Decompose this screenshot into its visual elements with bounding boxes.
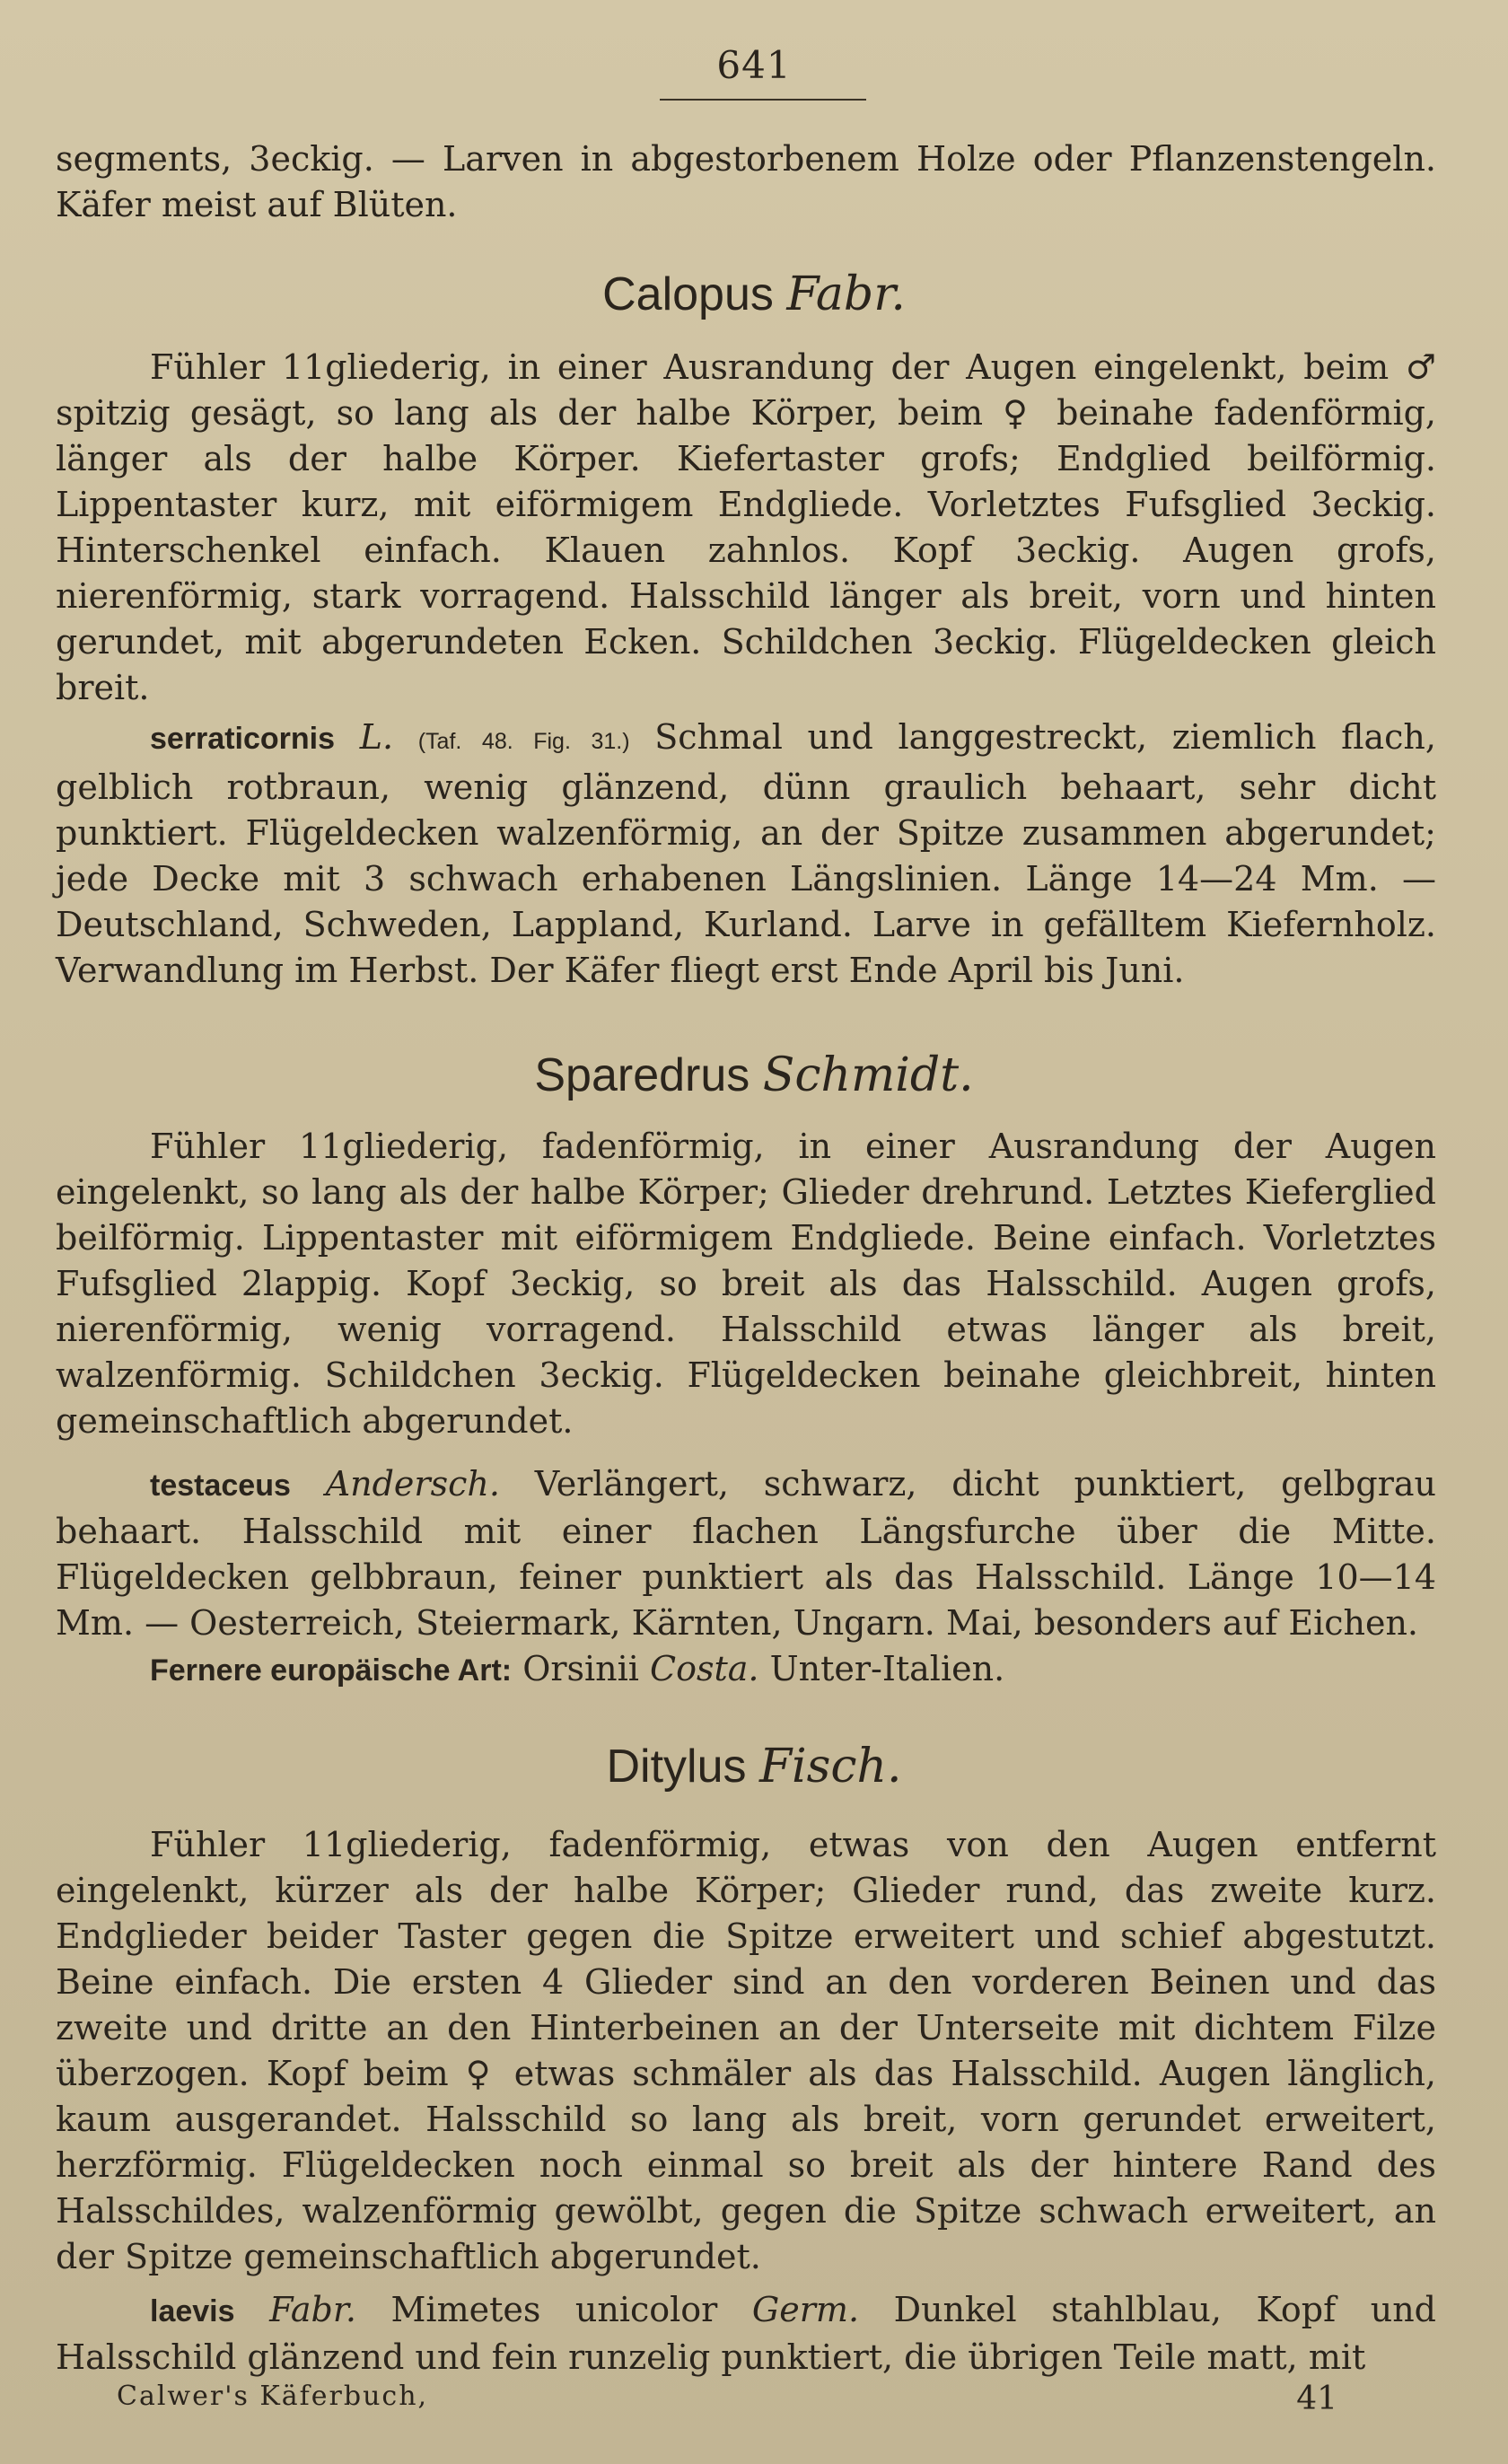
species-text: Dunkel stahlblau, Kopf und Halsschild glänzend und fein runzelig punktiert, die übrigen Teile matt, mit (56, 2290, 1436, 2377)
intro-paragraph (56, 136, 1436, 228)
genus-name: Sparedrus (534, 1049, 750, 1101)
genus-description: Fühler 11gliederig, fadenförmig, in einer Ausrandung der Augen eingelenkt, so lang als der halbe Körper; Glieder drehrund. Letztes Kieferglied beilförmig. Lippentaster mit eiförmigem Endgliede. Beine einfach. Vorletztes Fufsglied 2lappig. Kopf 3eckig, so breit als das Halsschild. Augen grofs, nierenförmig, wenig vorragend. Halsschild etwas länger als breit, walzenförmig. Schildchen 3eckig. Flügeldecken beinahe gleichbreit, hinten gemeinschaftlich abgerundet. (56, 1127, 1436, 1441)
species-synonym: Mimetes unicolor (390, 2290, 718, 2329)
synonym-authority: Germ. (751, 2290, 860, 2329)
plate-reference: (Taf. 48. Fig. 31.) (417, 729, 630, 754)
further-species-locality: Unter-Italien. (769, 1649, 1005, 1688)
further-species-line (56, 1646, 1436, 1694)
genus-author: Schmidt. (762, 1048, 974, 1102)
further-species-name: Orsinii (522, 1649, 639, 1688)
species-name: laevis (150, 2294, 235, 2328)
genus-author: Fisch. (758, 1740, 902, 1793)
species-text: Schmal und langgestreckt, ziemlich flach, gelblich rotbraun, wenig glänzend, dünn graulich behaart, sehr dicht punktiert. Flügeldecken walzenförmig, an der Spitze zusammen abgerundet; jede Decke mit 3 schwach erhabenen Längslinien. Länge 14—24 Mm. — Deutschland, Schweden, Lappland, Kurland. Larve in gefälltem Kiefernholz. Verwandlung im Herbst. Der Käfer fliegt erst Ende April bis Juni. (56, 717, 1436, 990)
genus-description: Fühler 11gliederig, fadenförmig, etwas von den Augen entfernt eingelenkt, kürzer als der halbe Körper; Glieder rund, das zweite kurz. Endglieder beider Taster gegen die Spitze erweitert und schief abgestutzt. Beine einfach. Die ersten 4 Glieder sind an den vorderen Beinen und das zweite und dritte an den Hinterbeinen an der Unterseite mit dichtem Filze überzogen. Kopf beim ♀ etwas schmäler als das Halsschild. Augen länglich, kaum ausgerandet. Halsschild so lang als breit, vorn gerundet erweitert, herzförmig. Flügeldecken noch einmal so breit als der hintere Rand des Halsschildes, walzenförmig gewölbt, gegen die Spitze schwach erweitert, an der Spitze gemeinschaftlich abgerundet. (56, 1825, 1436, 2276)
page-footer (117, 2381, 1337, 2417)
genus-author: Fabr. (786, 267, 906, 321)
calopus-description (56, 345, 1436, 711)
species-entry-testaceus (56, 1461, 1436, 1694)
page-number-rule (660, 99, 866, 101)
sparedrus-description (56, 1124, 1436, 1444)
further-species-authority: Costa. (650, 1649, 759, 1688)
species-text: Verlängert, schwarz, dicht punktiert, gelbgrau behaart. Halsschild mit einer flachen Längsfurche über die Mitte. Flügeldecken gelbbraun, feiner punktiert als das Halsschild. Länge 10—14 Mm. — Oesterreich, Steiermark, Kärnten, Ungarn. Mai, besonders auf Eichen. (56, 1464, 1436, 1643)
species-authority: Andersch. (325, 1464, 500, 1504)
species-entry-laevis (56, 2287, 1436, 2381)
footer-book-title: Calwer's Käferbuch, (117, 2381, 429, 2412)
page-number: 641 (716, 43, 792, 87)
footer-signature: 41 (1296, 2381, 1337, 2417)
species-name: testaceus (150, 1469, 291, 1503)
genus-description: Fühler 11gliederig, in einer Ausrandung der Augen eingelenkt, beim ♂ spitzig gesägt, so lang als der halbe Körper, beim ♀ beinahe fadenförmig, länger als der halbe Körper. Kiefertaster grofs; Endglied beilförmig. Lippentaster kurz, mit eiförmigem Endgliede. Vorletztes Fufsglied 3eckig. Hinterschenkel einfach. Klauen zahnlos. Kopf 3eckig. Augen grofs, nierenförmig, stark vorragend. Halsschild länger als breit, vorn und hinten gerundet, mit abgerundeten Ecken. Schildchen 3eckig. Flügeldecken gleich breit. (56, 347, 1436, 707)
further-species-label: Fernere europäische Art: (150, 1653, 513, 1688)
genus-name: Ditylus (606, 1741, 747, 1793)
ditylus-description (56, 1822, 1436, 2280)
species-name: serraticornis (150, 722, 335, 756)
intro-text: segments, 3eckig. — Larven in abgestorbenem Holze oder Pflanzenstengeln. Käfer meist auf Blüten. (56, 139, 1436, 224)
species-authority: Fabr. (269, 2290, 356, 2329)
genus-heading-ditylus (0, 1740, 1508, 1793)
species-authority: L. (359, 717, 394, 757)
genus-heading-sparedrus (0, 1048, 1508, 1102)
species-entry-serraticornis (56, 715, 1436, 994)
genus-heading-calopus (0, 267, 1508, 321)
genus-name: Calopus (602, 268, 774, 320)
